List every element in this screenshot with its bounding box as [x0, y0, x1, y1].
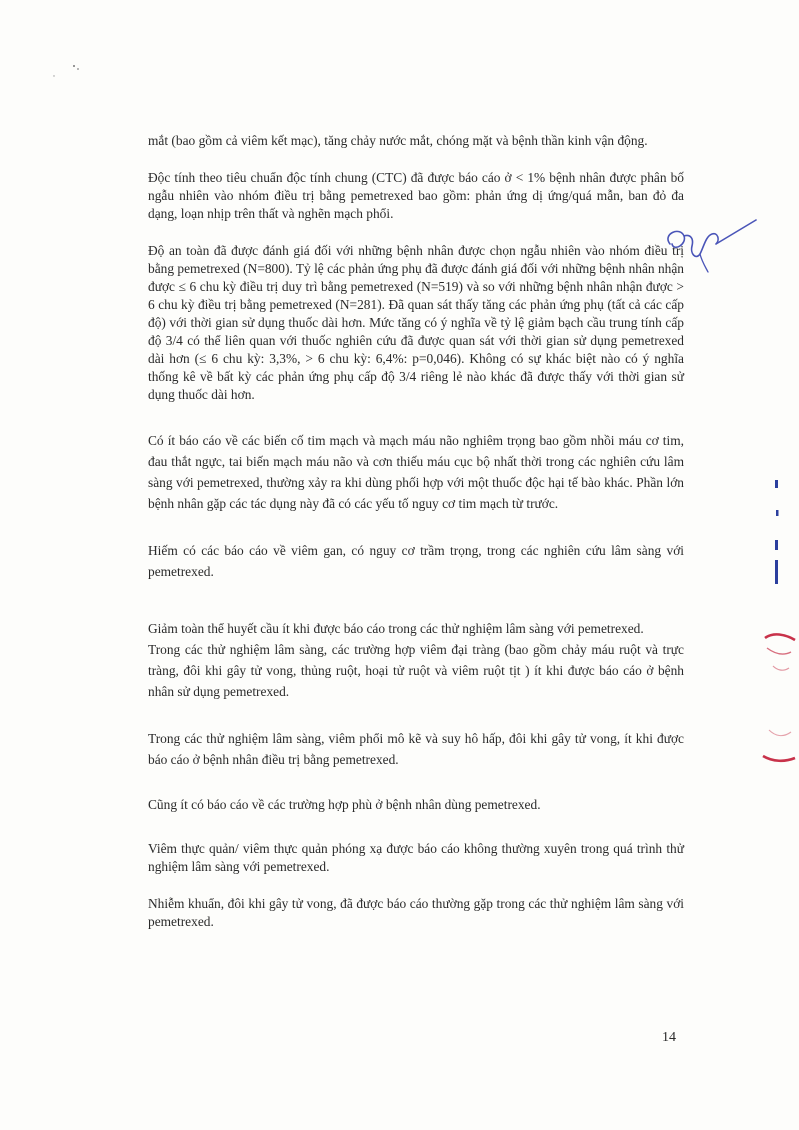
scan-speck-mark [48, 60, 88, 80]
paragraph-interstitial-pneumonitis: Trong các thử nghiệm lâm sàng, viêm phổi mô kẽ và suy hô hấp, đôi khi gây tử vong, ít khi được báo cáo ở bệnh nhân điều trị bằng pemetrexed. [148, 731, 684, 767]
handwritten-signature [660, 214, 770, 274]
stamp-edge-mark [755, 470, 799, 770]
paragraph-ctc-toxicity: Độc tính theo tiêu chuẩn độc tính chung (CTC) đã được báo cáo ở < 1% bệnh nhân được phân bố ngẫu nhiên vào nhóm điều trị bằng pemetrexed bao gồm: phản ứng dị ứng/quá mẫn, ban đỏ đa dạng, loạn nhịp trên thất và nghẽn mạch phổi. [148, 170, 684, 221]
paragraph-esophagitis: Viêm thực quản/ viêm thực quản phóng xạ được báo cáo không thường xuyên trong quá trình thử nghiệm lâm sàng với pemetrexed. [148, 841, 684, 874]
paragraph-cardiovascular-events: Có ít báo cáo về các biến cố tim mạch và mạch máu não nghiêm trọng bao gồm nhồi máu cơ tim, đau thắt ngực, tai biến mạch máu não và cơn thiếu máu cục bộ nhất thời trong các nghiên cứu lâm sàng với pemetrexed, thường xảy ra khi dùng phối hợp với một thuốc độc hại tế bào khác. Phần lớn bệnh nhân gặp các tác dụng này đã có các yếu tố nguy cơ tim mạch từ trước. [148, 433, 684, 511]
paragraph-hepatitis: Hiếm có các báo cáo về viêm gan, có nguy cơ trầm trọng, trong các nghiên cứu lâm sàng với pemetrexed. [148, 543, 684, 579]
paragraph-infection: Nhiễm khuẩn, đôi khi gây tử vong, đã được báo cáo thường gặp trong các thử nghiệm lâm sàng với pemetrexed. [148, 896, 684, 929]
paragraph-pancytopenia: Giảm toàn thể huyết cầu ít khi được báo cáo trong các thử nghiệm lâm sàng với pemetrexed. [148, 621, 644, 636]
paragraph-colitis: Trong các thử nghiệm lâm sàng, các trường hợp viêm đại tràng (bao gồm chảy máu ruột và trực tràng, đôi khi gây tử vong, thủng ruột, hoại tử ruột và viêm ruột tịt ) ít khi được báo cáo ở bệnh nhân sử dụng pemetrexed. [148, 642, 684, 699]
page-number: 14 [662, 1030, 676, 1045]
paragraph-edema: Cũng ít có báo cáo về các trường hợp phù ở bệnh nhân dùng pemetrexed. [148, 797, 541, 812]
paragraph-safety-evaluation: Độ an toàn đã được đánh giá đối với những bệnh nhân được chọn ngẫu nhiên vào nhóm điều trị bằng pemetrexed (N=800). Tỷ lệ các phản ứng phụ đã được đánh giá đối với những bệnh nhân nhận được ≤ 6 chu kỳ điều trị duy trì bằng pemetrexed (N=519) và so với những bệnh nhân nhận được > 6 chu kỳ điều trị bằng pemetrexed (N=281). Đã quan sát thấy tăng các phản ứng phụ (tất cả các cấp độ) với thời gian sử dụng thuốc dài hơn. Mức tăng có ý nghĩa về tỷ lệ giảm bạch cầu trung tính cấp độ 3/4 có thể liên quan với thuốc nghiên cứu đã được quan sát với thời gian sử dụng pemetrexed dài hơn (≤ 6 chu kỳ: 3,3%, > 6 chu kỳ: 6,4%: p=0,046). Không có sự khác biệt nào có ý nghĩa thống kê về bất kỳ các phản ứng phụ cấp độ 3/4 riêng lẻ nào khác đã được thấy với thời gian sử dụng thuốc dài hơn. [148, 243, 684, 402]
document-body [148, 132, 684, 931]
paragraph-ocular-effects: mắt (bao gồm cả viêm kết mạc), tăng chảy nước mắt, chóng mặt và bệnh thần kinh vận động. [148, 133, 648, 148]
